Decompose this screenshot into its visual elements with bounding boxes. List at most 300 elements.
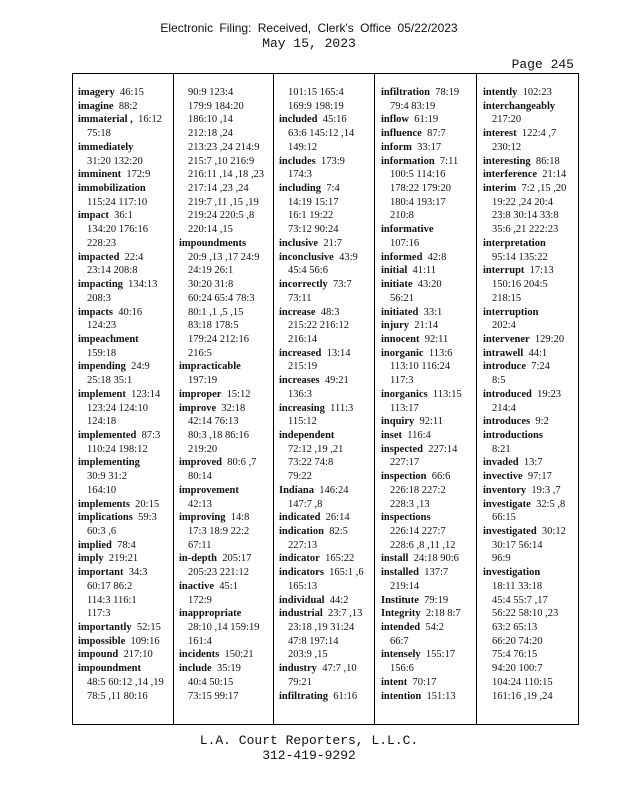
index-reference: 78:4 — [117, 539, 136, 551]
index-continuation: 214:4 — [492, 402, 516, 414]
reporter-company: L.A. Court Reporters, L.L.C. — [199, 733, 419, 748]
index-entry — [78, 333, 170, 347]
index-reference: 227:14 — [428, 443, 458, 455]
index-entry — [381, 648, 473, 662]
index-reference: 24:18 90:6 — [413, 553, 459, 565]
index-continuation: 28:10 ,14 159:19 — [188, 622, 260, 634]
index-reference: 146:24 — [319, 484, 349, 496]
index-reference: 16:12 — [138, 114, 162, 126]
index-continuation: 117:3 — [390, 375, 414, 387]
index-continuation: 178:22 179:20 — [390, 183, 451, 195]
index-continuation: 90:9 123:4 — [188, 87, 234, 98]
index-term: informed — [381, 251, 423, 263]
index-continuation: 113:17 — [390, 402, 419, 414]
index-term: inappropriate — [179, 608, 242, 620]
index-entry — [78, 306, 170, 320]
index-entry — [279, 429, 371, 443]
index-column-1 — [78, 86, 170, 703]
index-entry — [78, 278, 170, 292]
index-continuation: 165:13 — [288, 580, 318, 592]
index-term: industry — [279, 663, 317, 675]
index-continuation: 80:1 ,1 ,5 ,15 — [188, 306, 244, 318]
index-reference: 46:15 — [120, 87, 144, 98]
index-term: including — [279, 183, 322, 195]
index-reference: 165:1 ,6 — [329, 567, 364, 579]
index-term: installed — [381, 567, 419, 579]
index-reference: 47:7 ,10 — [322, 663, 357, 675]
index-reference: 102:23 — [522, 87, 552, 98]
index-entry — [78, 429, 170, 443]
index-continuation: 14:19 15:17 — [288, 196, 339, 208]
index-reference: 80:6 ,7 — [227, 457, 257, 469]
index-term: intensely — [381, 649, 421, 661]
index-term: inclusive — [279, 237, 319, 249]
index-entry — [78, 662, 170, 676]
index-entry — [483, 86, 575, 100]
index-continuation: 159:18 — [87, 347, 117, 359]
index-term: included — [279, 114, 318, 126]
index-continuation: 134:20 176:16 — [87, 224, 148, 236]
index-continuation: 220:14 ,15 — [188, 224, 233, 236]
transcript-date: May 15, 2023 — [262, 36, 356, 51]
index-continuation: 75:18 — [87, 128, 111, 140]
index-term: indicated — [279, 512, 321, 524]
index-entry — [381, 690, 473, 704]
index-entry — [78, 168, 170, 182]
index-term: increased — [279, 347, 322, 359]
index-reference: 73:7 — [333, 279, 352, 291]
index-entry — [279, 525, 371, 539]
index-column-4 — [381, 86, 473, 703]
index-reference: 165:22 — [325, 553, 355, 565]
index-continuation: 215:19 — [288, 361, 318, 373]
index-continuation: 73:12 90:24 — [288, 224, 339, 236]
index-entry — [483, 182, 575, 196]
index-term: indicator — [279, 553, 320, 565]
index-continuation: 219:7 ,11 ,15 ,19 — [188, 196, 259, 208]
index-continuation: 150:16 204:5 — [492, 279, 548, 291]
index-entry — [279, 306, 371, 320]
index-term: intention — [381, 690, 422, 702]
index-continuation: 80:3 ,18 86:16 — [188, 429, 249, 441]
index-continuation: 30:9 31:2 — [87, 471, 127, 483]
index-entry — [279, 155, 371, 169]
index-continuation: 80:14 — [188, 471, 212, 483]
index-entry — [381, 676, 473, 690]
index-entry — [279, 251, 371, 265]
index-term: immobilization — [78, 183, 146, 195]
index-term: improper — [179, 388, 222, 400]
index-entry — [279, 347, 371, 361]
index-term: includes — [279, 155, 316, 167]
index-continuation: 94:20 100:7 — [492, 663, 543, 675]
index-entry — [78, 539, 170, 553]
index-term: improvement — [179, 484, 239, 496]
index-entry — [179, 237, 271, 251]
index-entry — [381, 264, 473, 278]
index-continuation: 115:12 — [288, 416, 317, 428]
index-entry — [179, 484, 271, 498]
index-term: investigate — [483, 498, 531, 510]
index-entry — [483, 333, 575, 347]
index-continuation: 115:24 117:10 — [87, 196, 148, 208]
index-term: inflow — [381, 114, 410, 126]
index-entry — [381, 278, 473, 292]
index-entry — [483, 100, 575, 114]
index-term: interesting — [483, 155, 531, 167]
index-reference: 54:2 — [425, 622, 445, 634]
index-entry — [78, 86, 170, 100]
index-term: impact — [78, 210, 109, 222]
index-continuation: 213:23 ,24 214:9 — [188, 141, 260, 153]
index-term: inconclusive — [279, 251, 334, 263]
index-term: introductions — [483, 429, 543, 441]
index-continuation: 96:9 — [492, 553, 511, 565]
index-entry — [279, 237, 371, 251]
index-term: initiated — [381, 306, 419, 318]
index-reference: 24:9 — [131, 361, 150, 373]
index-term: interrupt — [483, 265, 525, 277]
index-continuation: 66:7 — [390, 635, 409, 647]
index-entry — [78, 388, 170, 402]
index-term: impound — [78, 649, 119, 661]
index-entry — [279, 484, 371, 498]
index-entry — [279, 662, 371, 676]
reporter-phone: 312-419-9292 — [262, 748, 356, 763]
index-continuation: 219:24 220:5 ,8 — [188, 210, 255, 222]
index-reference: 21:14 — [414, 320, 439, 332]
index-reference: 30:12 — [541, 526, 566, 537]
index-continuation: 219:14 — [390, 580, 420, 592]
index-term: inorganics — [381, 388, 428, 400]
index-term: industrial — [279, 608, 323, 620]
index-continuation: 45:4 56:6 — [288, 265, 328, 277]
index-entry — [483, 415, 575, 429]
index-term: imagery — [78, 87, 115, 98]
index-reference: 219:21 — [108, 553, 139, 565]
index-term: Integrity — [381, 608, 421, 620]
index-continuation: 197:19 — [188, 375, 218, 387]
index-continuation: 169:9 198:19 — [288, 100, 344, 112]
index-term: inspected — [381, 443, 423, 455]
index-term: include — [179, 663, 212, 675]
index-entry — [483, 155, 575, 169]
index-entry — [279, 374, 371, 388]
index-reference: 172:9 — [126, 169, 151, 181]
index-reference: 134:13 — [128, 279, 158, 291]
index-continuation: 228:23 — [87, 237, 117, 249]
index-reference: 59:3 — [138, 512, 157, 524]
index-reference: 20:15 — [135, 498, 160, 510]
index-entry — [381, 347, 473, 361]
index-term: increasing — [279, 402, 325, 414]
column-divider — [173, 74, 174, 724]
index-continuation: 216:5 — [188, 347, 212, 359]
index-continuation: 24:19 26:1 — [188, 265, 234, 277]
index-entry — [381, 429, 473, 443]
index-entry — [179, 402, 271, 416]
index-term: inform — [381, 141, 412, 153]
index-continuation: 228:6 ,8 ,11 ,12 — [390, 539, 456, 551]
index-reference: 21:7 — [323, 237, 343, 249]
index-reference: 82:5 — [329, 526, 348, 537]
index-continuation: 20:9 ,13 ,17 24:9 — [188, 251, 260, 263]
index-continuation: 180:4 193:17 — [390, 196, 446, 208]
index-term: inset — [381, 429, 402, 441]
index-term: intent — [381, 676, 408, 688]
index-continuation: 8:5 — [492, 375, 506, 387]
index-reference: 22:4 — [124, 251, 144, 263]
index-continuation: 63:6 145:12 ,14 — [288, 128, 355, 140]
index-reference: 129:20 — [534, 333, 565, 345]
index-continuation: 230:12 — [492, 141, 522, 153]
index-continuation: 124:23 — [87, 320, 117, 332]
index-term: interference — [483, 169, 538, 181]
index-reference: 66:6 — [431, 471, 451, 483]
index-entry — [78, 498, 170, 512]
index-continuation: 174:3 — [288, 169, 312, 181]
index-continuation: 60:24 65:4 78:3 — [188, 292, 255, 304]
index-term: informative — [381, 224, 434, 236]
index-reference: 97:17 — [527, 471, 552, 483]
index-reference: 45:16 — [322, 114, 347, 126]
index-entry — [381, 251, 473, 265]
index-reference: 150:21 — [224, 649, 254, 661]
index-term: implications — [78, 512, 133, 524]
index-continuation: 123:24 124:10 — [87, 402, 148, 414]
index-continuation: 23:8 30:14 33:8 — [492, 210, 559, 222]
index-continuation: 110:24 198:12 — [87, 443, 148, 455]
index-continuation: 161:16 ,19 ,24 — [492, 690, 553, 702]
index-continuation: 113:10 116:24 — [390, 361, 451, 373]
index-term: incidents — [179, 649, 220, 661]
index-continuation: 79:21 — [288, 676, 312, 688]
index-entry — [78, 113, 170, 127]
index-continuation: 210:8 — [390, 210, 414, 222]
index-reference: 21:14 — [542, 169, 567, 181]
index-entry — [78, 100, 170, 114]
index-reference: 92:11 — [419, 416, 444, 428]
index-continuation: 226:14 227:7 — [390, 526, 446, 537]
index-entry — [381, 86, 473, 100]
index-reference: 43:9 — [339, 251, 358, 263]
index-continuation: 78:5 ,11 80:16 — [87, 690, 148, 702]
index-entry — [381, 566, 473, 580]
index-continuation: 56:21 — [390, 292, 414, 304]
index-entry — [483, 360, 575, 374]
index-reference: 92:11 — [424, 333, 449, 345]
index-entry — [279, 690, 371, 704]
index-entry — [78, 251, 170, 265]
index-continuation: 227:13 — [288, 539, 318, 551]
index-reference: 44:1 — [528, 347, 548, 359]
index-reference: 41:11 — [412, 265, 437, 277]
index-entry — [279, 607, 371, 621]
index-continuation: 35:6 ,21 222:23 — [492, 224, 559, 236]
index-continuation: 149:12 — [288, 141, 318, 153]
index-continuation: 100:5 114:16 — [390, 169, 446, 181]
index-term: importantly — [78, 622, 132, 634]
index-continuation: 16:1 19:22 — [288, 210, 334, 222]
index-term: interchangeably — [483, 100, 556, 112]
index-term: independent — [279, 429, 335, 441]
index-continuation: 23:14 208:8 — [87, 265, 138, 277]
index-reference: 151:13 — [426, 690, 456, 702]
index-continuation: 216:11 ,14 ,18 ,23 — [188, 169, 265, 181]
index-continuation: 215:7 ,10 216:9 — [188, 155, 255, 167]
index-entry — [381, 127, 473, 141]
index-entry — [483, 237, 575, 251]
index-term: interruption — [483, 306, 539, 318]
index-continuation: 8:21 — [492, 443, 511, 455]
index-entry — [381, 333, 473, 347]
index-reference: 123:14 — [131, 388, 161, 400]
index-entry — [279, 511, 371, 525]
index-column-2 — [179, 86, 271, 703]
index-term: infiltration — [381, 87, 430, 98]
index-entry — [78, 511, 170, 525]
index-continuation: 60:17 86:2 — [87, 580, 133, 592]
index-entry — [279, 278, 371, 292]
index-continuation: 114:3 116:1 — [87, 594, 137, 606]
index-continuation: 95:14 135:22 — [492, 251, 548, 263]
index-entry — [483, 127, 575, 141]
index-entry — [279, 566, 371, 580]
index-entry — [483, 525, 575, 539]
index-reference: 52:15 — [136, 622, 161, 634]
index-continuation: 63:2 65:13 — [492, 622, 538, 634]
index-reference: 2:18 8:7 — [425, 608, 461, 620]
index-reference: 34:3 — [128, 567, 148, 579]
index-entry — [381, 319, 473, 333]
index-reference: 13:14 — [326, 347, 351, 359]
index-reference: 9:2 — [535, 416, 549, 428]
index-continuation: 17:3 18:9 22:2 — [188, 526, 250, 537]
index-continuation: 25:18 35:1 — [87, 375, 133, 387]
index-column-5 — [483, 86, 575, 703]
index-term: intended — [381, 622, 421, 634]
index-continuation: 67:11 — [188, 539, 212, 551]
index-continuation: 73:11 — [288, 292, 312, 304]
index-term: immaterial , — [78, 114, 133, 126]
index-reference: 49:21 — [324, 375, 349, 387]
index-continuation: 83:18 178:5 — [188, 320, 239, 332]
index-entry — [381, 552, 473, 566]
index-reference: 61:19 — [414, 114, 439, 126]
index-reference: 61:16 — [333, 690, 358, 702]
index-reference: 173:9 — [321, 155, 345, 167]
index-reference: 7:24 — [531, 361, 550, 373]
index-continuation: 19:22 ,24 20:4 — [492, 196, 553, 208]
index-continuation: 216:14 — [288, 333, 318, 345]
index-reference: 109:16 — [130, 635, 160, 647]
index-reference: 19:23 — [537, 388, 561, 400]
index-entry — [381, 141, 473, 155]
index-reference: 23:7 ,13 — [328, 608, 363, 620]
index-continuation: 218:15 — [492, 292, 522, 304]
index-term: impossible — [78, 635, 126, 647]
index-term: information — [381, 155, 435, 167]
index-entry — [179, 456, 271, 470]
index-continuation: 156:6 — [390, 663, 414, 675]
index-entry — [78, 360, 170, 374]
index-continuation: 101:15 165:4 — [288, 87, 344, 98]
index-reference: 40:16 — [118, 306, 143, 318]
index-continuation: 79:4 83:19 — [390, 100, 436, 112]
index-reference: 45:1 — [219, 580, 238, 592]
index-continuation: 205:23 221:12 — [188, 567, 249, 579]
index-reference: 116:4 — [407, 429, 431, 441]
index-continuation: 203:9 ,15 — [288, 649, 328, 661]
index-continuation: 117:3 — [87, 608, 111, 620]
index-entry — [279, 113, 371, 127]
index-term: impending — [78, 361, 126, 373]
index-reference: 32:5 ,8 — [536, 498, 566, 510]
index-continuation: 202:4 — [492, 320, 516, 332]
index-entry — [483, 264, 575, 278]
index-entry — [179, 607, 271, 621]
index-term: implemented — [78, 429, 137, 441]
index-reference: 87:3 — [141, 429, 161, 441]
index-entry — [483, 456, 575, 470]
index-entry — [279, 182, 371, 196]
index-reference: 205:17 — [222, 553, 252, 565]
index-entry — [279, 552, 371, 566]
column-divider — [476, 74, 477, 724]
index-term: investigated — [483, 526, 537, 537]
index-reference: 42:8 — [427, 251, 447, 263]
index-continuation: 219:20 — [188, 443, 218, 455]
index-entry — [381, 594, 473, 608]
index-term: indicators — [279, 567, 324, 579]
index-continuation: 227:17 — [390, 457, 420, 469]
index-entry — [279, 402, 371, 416]
index-entry — [78, 141, 170, 155]
index-reference: 122:4 ,7 — [521, 128, 557, 140]
index-term: implied — [78, 539, 112, 551]
index-term: increases — [279, 375, 320, 387]
index-reference: 7:2 ,15 ,20 — [521, 183, 567, 195]
index-continuation: 60:3 ,6 — [87, 526, 117, 537]
index-entry — [381, 607, 473, 621]
index-continuation: 75:4 76:15 — [492, 649, 538, 661]
index-continuation: 73:22 74:8 — [288, 457, 334, 469]
index-column-3 — [279, 86, 371, 703]
index-term: indication — [279, 526, 324, 537]
index-continuation: 124:18 — [87, 416, 117, 428]
index-term: intently — [483, 87, 518, 98]
index-continuation: 208:3 — [87, 292, 111, 304]
index-entry — [381, 223, 473, 237]
index-entry — [483, 347, 575, 361]
index-reference: 33:1 — [423, 306, 443, 318]
index-reference: 113:6 — [428, 347, 453, 359]
index-reference: 86:18 — [535, 155, 560, 167]
index-entry — [483, 429, 575, 443]
index-entry — [279, 594, 371, 608]
index-entry — [483, 566, 575, 580]
index-term: individual — [279, 594, 325, 606]
index-continuation: 73:15 99:17 — [188, 690, 239, 702]
index-term: inorganic — [381, 347, 424, 359]
index-term: important — [78, 567, 124, 579]
index-entry — [78, 182, 170, 196]
index-entry — [381, 621, 473, 635]
index-continuation: 136:3 — [288, 388, 312, 400]
index-reference: 113:15 — [432, 388, 462, 400]
index-continuation: 79:22 — [288, 471, 312, 483]
index-continuation: 47:8 197:14 — [288, 635, 339, 647]
